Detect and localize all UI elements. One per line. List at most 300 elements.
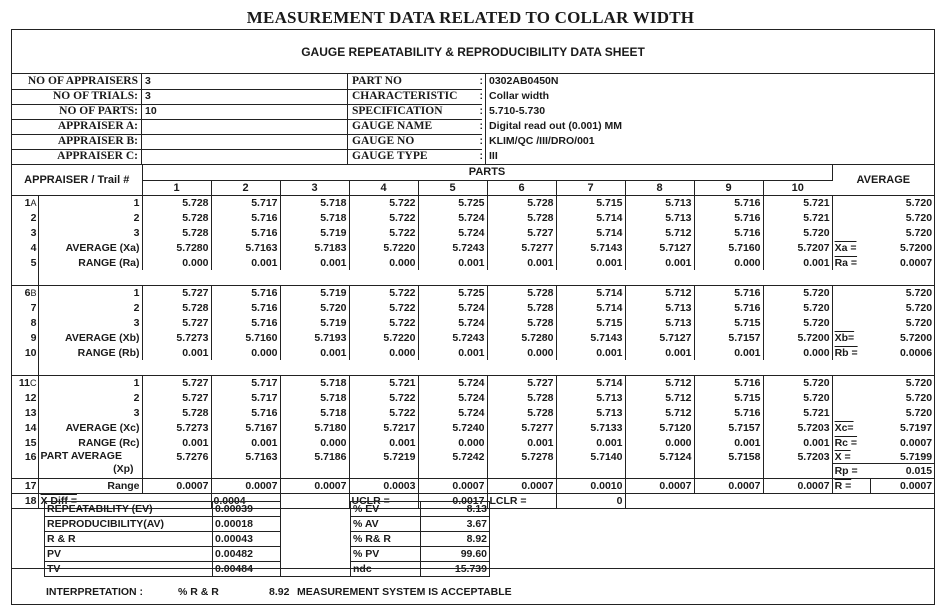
average-value: 5.720	[905, 316, 933, 329]
measurement-value: 5.721	[763, 195, 832, 210]
part-no-value: 0302AB0450N	[489, 75, 559, 87]
measurement-value: 5.728	[487, 315, 556, 330]
measurement-value: 5.716	[211, 225, 280, 240]
measurement-value: 0.001	[625, 345, 694, 360]
measurement-value: 0.001	[556, 345, 625, 360]
measurement-value: 0.001	[487, 255, 556, 270]
info-colon: :	[474, 104, 486, 119]
measurement-value: 5.728	[142, 300, 211, 315]
average-label: Ra =	[834, 256, 858, 269]
measurement-value: 5.725	[418, 285, 487, 300]
measurement-value: 0.000	[142, 255, 211, 270]
measurement-value: 5.712	[625, 285, 694, 300]
part-average-value: 5.7278	[487, 450, 556, 478]
measurement-value: 5.720	[763, 315, 832, 330]
spacer	[281, 547, 351, 562]
measurement-value: 5.724	[418, 300, 487, 315]
measurement-value: 5.718	[280, 210, 349, 225]
interpretation-row	[12, 568, 934, 604]
part-range-value: 0.0007	[625, 478, 694, 493]
average-value: 0.0006	[899, 346, 933, 359]
part-range-value: 0.0007	[142, 478, 211, 493]
measurement-value: 5.727	[142, 375, 211, 390]
part-average-label-line2: (Xp)	[113, 463, 134, 475]
measurement-value: 5.721	[763, 210, 832, 225]
info-colon: :	[474, 149, 486, 164]
part-number-header: 4	[349, 180, 418, 195]
part-number-header: 5	[418, 180, 487, 195]
appraiser-groups	[12, 195, 934, 450]
average-value: 5.720	[905, 391, 933, 404]
table-row	[12, 195, 934, 210]
table-row	[12, 255, 934, 270]
measurement-value: 5.7243	[418, 330, 487, 345]
trial-label: 3	[38, 225, 142, 240]
measurement-value: 5.720	[280, 300, 349, 315]
summary-table	[44, 501, 490, 577]
measurement-value: 0.001	[211, 255, 280, 270]
measurement-value: 5.728	[487, 405, 556, 420]
grand-average-label: X =	[834, 451, 851, 464]
part-average-value: 5.7276	[142, 450, 211, 478]
lclr-label: LCLR =	[487, 493, 556, 508]
interpretation-value: 8.92	[269, 586, 290, 598]
measurement-value: 5.715	[556, 315, 625, 330]
row-number	[12, 285, 38, 300]
row-number-text: 6	[24, 286, 31, 299]
measurement-value: 5.712	[625, 375, 694, 390]
info-value: 3	[143, 89, 348, 104]
measurement-value: 5.718	[280, 375, 349, 390]
measurement-value: 0.001	[625, 255, 694, 270]
row-number-text: 14	[24, 421, 37, 434]
average-label	[832, 375, 870, 390]
appraiser-tag: C	[30, 377, 37, 388]
measurement-value: 5.721	[763, 405, 832, 420]
average-label	[832, 225, 870, 240]
characteristic-value: Collar width	[489, 90, 550, 102]
info-row	[12, 89, 934, 104]
pct-ev-label: % EV	[351, 502, 421, 517]
trial-label: RANGE (Rc)	[38, 435, 142, 450]
divider	[12, 119, 482, 120]
row-number	[12, 345, 38, 360]
trial-label: AVERAGE (Xa)	[38, 240, 142, 255]
measurement-value: 0.001	[556, 255, 625, 270]
info-label: GAUGE NAME	[352, 120, 433, 132]
trial-label: AVERAGE (Xb)	[38, 330, 142, 345]
info-colon: :	[474, 119, 486, 134]
measurement-value: 5.728	[487, 300, 556, 315]
measurement-value: 5.728	[142, 225, 211, 240]
info-label: APPRAISER C:	[12, 149, 142, 164]
measurement-value: 0.000	[487, 345, 556, 360]
part-summary	[12, 450, 934, 508]
trial-label: RANGE (Ra)	[38, 255, 142, 270]
info-label: PART NO	[352, 75, 402, 87]
measurement-value: 5.7220	[349, 240, 418, 255]
measurement-value: 5.714	[556, 210, 625, 225]
measurement-value: 5.719	[280, 285, 349, 300]
measurement-value: 0.001	[487, 435, 556, 450]
table-row	[12, 300, 934, 315]
table-row	[12, 240, 934, 255]
measurement-value: 5.7160	[211, 330, 280, 345]
row-number	[12, 255, 38, 270]
measurement-value: 5.725	[418, 195, 487, 210]
part-number-header: 10	[763, 180, 832, 195]
measurement-value: 5.712	[625, 225, 694, 240]
measurement-value: 5.716	[211, 315, 280, 330]
part-number-header: 1	[142, 180, 211, 195]
average-value: 5.720	[905, 301, 933, 314]
measurement-value: 0.001	[418, 345, 487, 360]
row-number	[12, 240, 38, 255]
tv-value: 0.00484	[213, 562, 281, 577]
row-number	[12, 375, 38, 390]
row-number-text: 5	[30, 256, 37, 269]
info-label: GAUGE NO	[352, 135, 415, 147]
measurement-value: 5.718	[280, 195, 349, 210]
measurement-value: 5.727	[142, 285, 211, 300]
part-range-value: 0.0007	[487, 478, 556, 493]
measurement-value: 5.724	[418, 390, 487, 405]
row-number-text: 4	[30, 241, 37, 254]
row-number	[12, 330, 38, 345]
divider	[12, 89, 482, 90]
measurement-value: 0.001	[280, 345, 349, 360]
rbar-value: 0.0007	[870, 478, 934, 493]
measurement-value: 0.000	[349, 255, 418, 270]
table-row	[12, 315, 934, 330]
measurement-value: 5.713	[625, 210, 694, 225]
row-number: 18	[12, 493, 38, 508]
measurement-value: 5.721	[349, 375, 418, 390]
measurement-value: 5.716	[211, 300, 280, 315]
measurement-value: 5.712	[625, 405, 694, 420]
divider	[12, 104, 482, 105]
measurement-value: 5.7133	[556, 420, 625, 435]
group-separator	[12, 360, 934, 375]
sheet-subtitle: GAUGE REPEATABILITY & REPRODUCIBILITY DATA SHEET	[12, 30, 934, 74]
info-label: SPECIFICATION	[352, 105, 443, 117]
average-value: 5.7200	[899, 241, 933, 254]
measurement-value: 5.727	[142, 390, 211, 405]
av-label: REPRODUCIBILITY(AV)	[45, 517, 213, 532]
measurement-value: 0.000	[349, 345, 418, 360]
average-value: 0.0007	[899, 256, 933, 269]
average-value: 5.720	[905, 196, 933, 209]
measurement-value: 0.001	[142, 345, 211, 360]
measurement-value: 5.722	[349, 225, 418, 240]
measurement-value: 5.713	[625, 315, 694, 330]
measurement-value: 5.718	[280, 405, 349, 420]
measurement-value: 5.720	[763, 225, 832, 240]
measurement-value: 0.001	[142, 435, 211, 450]
grand-average-value: 5.7199	[899, 451, 933, 464]
measurement-value: 5.716	[694, 210, 763, 225]
measurement-value: 5.7243	[418, 240, 487, 255]
measurement-value: 5.7127	[625, 330, 694, 345]
measurement-value: 5.7220	[349, 330, 418, 345]
table-row	[12, 285, 934, 300]
measurement-value: 5.712	[625, 390, 694, 405]
average-label	[832, 300, 870, 315]
measurement-value: 5.713	[625, 300, 694, 315]
average-label: Rc =	[834, 436, 858, 449]
measurement-value: 5.722	[349, 405, 418, 420]
measurement-value: 5.7200	[763, 330, 832, 345]
measurement-value: 5.7273	[142, 420, 211, 435]
rp-label: Rp =	[834, 465, 858, 478]
average-label: Xb=	[834, 331, 855, 344]
ev-value: 0.00039	[213, 502, 281, 517]
average-label: Xa =	[834, 241, 857, 254]
gauge-no-value: KLIM/QC /III/DRO/001	[489, 135, 595, 147]
trial-label: 2	[38, 210, 142, 225]
gauge-type-value: III	[489, 150, 498, 162]
part-number-header: 7	[556, 180, 625, 195]
row-number: 16	[12, 450, 38, 478]
measurement-value: 5.719	[280, 315, 349, 330]
average-value: 5.720	[905, 406, 933, 419]
row-number-text: 2	[30, 211, 37, 224]
measurement-value: 5.7193	[280, 330, 349, 345]
measurement-value: 5.7207	[763, 240, 832, 255]
trial-label: AVERAGE (Xc)	[38, 420, 142, 435]
measurement-value: 5.714	[556, 375, 625, 390]
trial-label: 1	[38, 375, 142, 390]
measurement-value: 5.717	[211, 375, 280, 390]
measurement-value: 5.722	[349, 285, 418, 300]
row-number-text: 1	[24, 196, 31, 209]
average-value: 5.7200	[899, 331, 933, 344]
part-average-value: 5.7219	[349, 450, 418, 478]
measurement-value: 5.720	[763, 390, 832, 405]
info-row	[12, 149, 934, 164]
part-range-value: 0.0003	[349, 478, 418, 493]
row-number	[12, 420, 38, 435]
spacer	[38, 360, 934, 375]
measurement-value: 5.7157	[694, 420, 763, 435]
info-value: 10	[143, 104, 348, 119]
info-row	[12, 134, 934, 149]
tv-label: TV	[45, 562, 213, 577]
row-number-text: 15	[24, 436, 37, 449]
measurement-value: 5.720	[763, 285, 832, 300]
average-label	[832, 195, 870, 210]
table-row	[12, 435, 934, 450]
average-value: 5.720	[905, 286, 933, 299]
part-range-value: 0.0007	[418, 478, 487, 493]
part-average-value: 5.7140	[556, 450, 625, 478]
trial-label: 3	[38, 405, 142, 420]
group-separator	[12, 270, 934, 285]
measurement-value: 0.001	[211, 435, 280, 450]
part-range-value: 0.0007	[694, 478, 763, 493]
info-label: GAUGE TYPE	[352, 150, 428, 162]
measurement-value: 5.7160	[694, 240, 763, 255]
info-colon: :	[474, 89, 486, 104]
measurement-value: 0.001	[763, 255, 832, 270]
measurement-value: 5.717	[211, 390, 280, 405]
measurement-value: 5.714	[556, 285, 625, 300]
measurement-value: 5.713	[556, 405, 625, 420]
measurement-value: 5.716	[694, 300, 763, 315]
average-label	[832, 405, 870, 420]
measurement-value: 5.714	[556, 300, 625, 315]
trial-label: 2	[38, 300, 142, 315]
ndc-value: 15.739	[421, 562, 490, 577]
measurement-value: 5.724	[418, 210, 487, 225]
measurement-value: 5.716	[211, 405, 280, 420]
measurement-value: 5.7217	[349, 420, 418, 435]
spacer	[281, 532, 351, 547]
part-average-value: 5.7242	[418, 450, 487, 478]
info-value	[143, 119, 348, 134]
info-label: NO OF APPRAISERS	[12, 74, 142, 89]
measurement-value: 5.7180	[280, 420, 349, 435]
measurement-value: 5.7143	[556, 330, 625, 345]
ndc-label: ndc	[351, 562, 421, 577]
info-row	[12, 74, 934, 89]
measurement-value: 5.722	[349, 300, 418, 315]
part-number-header: 2	[211, 180, 280, 195]
info-label: NO OF TRIALS:	[12, 89, 142, 104]
grand-stats	[832, 450, 934, 478]
row-number	[12, 195, 38, 210]
measurement-value: 0.000	[211, 345, 280, 360]
measurement-value: 5.7277	[487, 420, 556, 435]
measurement-value: 5.7280	[487, 330, 556, 345]
table-row	[12, 225, 934, 240]
row-number-text: 9	[30, 331, 37, 344]
measurement-value: 5.727	[487, 375, 556, 390]
measurement-value: 5.7280	[142, 240, 211, 255]
average-label	[832, 390, 870, 405]
average-value: 5.720	[905, 376, 933, 389]
uclr-label: UCLR =	[349, 493, 418, 508]
measurement-value: 0.001	[694, 435, 763, 450]
measurement-value: 5.724	[418, 315, 487, 330]
interpretation-metric: % R & R	[178, 586, 219, 598]
measurement-value: 5.720	[763, 375, 832, 390]
spacer	[12, 360, 38, 375]
average-value: 0.0007	[899, 436, 933, 449]
row-number	[12, 390, 38, 405]
measurement-value: 5.7157	[694, 330, 763, 345]
average-value: 5.720	[905, 211, 933, 224]
trial-label: 1	[38, 195, 142, 210]
info-label: APPRAISER A:	[12, 119, 142, 134]
specification-value: 5.710-5.730	[489, 105, 546, 117]
measurement-value: 0.000	[418, 435, 487, 450]
row-number-text: 13	[24, 406, 37, 419]
measurement-value: 5.724	[418, 225, 487, 240]
measurement-value: 5.716	[694, 225, 763, 240]
average-label	[832, 315, 870, 330]
av-value: 0.00018	[213, 517, 281, 532]
measurement-value: 5.7163	[211, 240, 280, 255]
info-value	[143, 134, 348, 149]
measurement-value: 5.7277	[487, 240, 556, 255]
table-row	[12, 405, 934, 420]
gauge-rr-sheet	[11, 29, 935, 605]
row-number	[12, 405, 38, 420]
measurement-value: 5.720	[763, 300, 832, 315]
ev-label: REPEATABILITY (EV)	[45, 502, 213, 517]
info-value: 3	[143, 74, 348, 89]
trial-label: 1	[38, 285, 142, 300]
measurement-value: 5.713	[556, 390, 625, 405]
measurement-value: 5.7143	[556, 240, 625, 255]
row-number-text: 12	[24, 391, 37, 404]
info-label: NO OF PARTS:	[12, 104, 142, 119]
measurement-value: 5.7203	[763, 420, 832, 435]
average-header: AVERAGE	[832, 165, 934, 195]
range-label: Range	[38, 478, 142, 493]
measurement-table	[12, 165, 934, 509]
measurement-value: 5.722	[349, 210, 418, 225]
table-row	[12, 345, 934, 360]
measurement-value: 5.722	[349, 315, 418, 330]
measurement-value: 5.728	[487, 390, 556, 405]
part-number-header: 8	[625, 180, 694, 195]
pct-av-value: 3.67	[421, 517, 490, 532]
info-value	[143, 149, 348, 164]
measurement-value: 5.722	[349, 195, 418, 210]
part-average-label	[38, 450, 142, 478]
spacer	[38, 270, 934, 285]
measurement-value: 5.728	[142, 195, 211, 210]
part-number-header: 9	[694, 180, 763, 195]
part-average-value: 5.7158	[694, 450, 763, 478]
part-range-value: 0.0007	[763, 478, 832, 493]
measurement-value: 5.727	[142, 315, 211, 330]
divider	[12, 134, 482, 135]
measurement-value: 5.716	[211, 210, 280, 225]
pct-ev-value: 8.13	[421, 502, 490, 517]
measurement-value: 5.728	[487, 285, 556, 300]
average-value: 5.720	[905, 226, 933, 239]
appraiser-tag: A	[30, 197, 37, 208]
rbar-label: R =	[832, 478, 870, 493]
measurement-value: 5.7273	[142, 330, 211, 345]
xdiff-label: X Diff =	[38, 493, 211, 508]
appraiser-tag: B	[30, 287, 37, 298]
pv-value: 0.00482	[213, 547, 281, 562]
rp-value: 0.015	[905, 465, 933, 478]
row-number-text: 11	[18, 376, 30, 389]
measurement-value: 5.728	[142, 405, 211, 420]
row-number	[12, 225, 38, 240]
trial-label: 2	[38, 390, 142, 405]
measurement-value: 5.716	[694, 375, 763, 390]
interpretation-label: INTERPRETATION :	[46, 586, 144, 598]
average-label	[832, 285, 870, 300]
part-number-header: 6	[487, 180, 556, 195]
xdiff-value: 0.0004	[211, 493, 280, 508]
measurement-value: 5.7120	[625, 420, 694, 435]
pct-pv-label: % PV	[351, 547, 421, 562]
measurement-value: 5.715	[556, 195, 625, 210]
measurement-value: 5.715	[694, 315, 763, 330]
rr-value: 0.00043	[213, 532, 281, 547]
info-row	[12, 104, 934, 119]
measurement-value: 5.728	[487, 195, 556, 210]
part-range-value: 0.0007	[280, 478, 349, 493]
measurement-value: 5.728	[487, 210, 556, 225]
